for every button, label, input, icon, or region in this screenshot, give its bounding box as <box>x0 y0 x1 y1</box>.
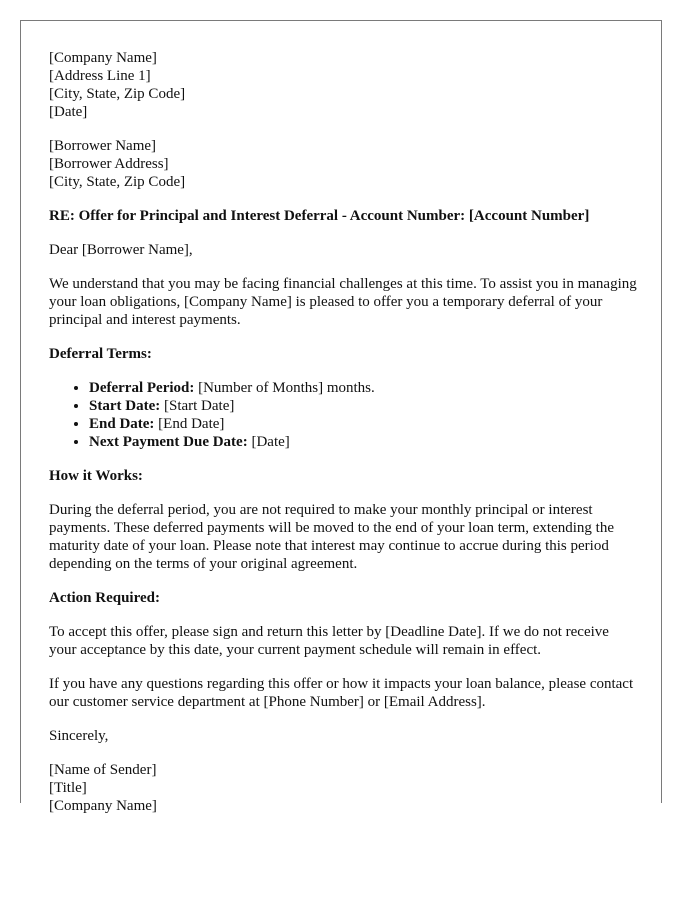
term-label: End Date: <box>89 416 155 432</box>
recipient-address-block <box>49 137 639 191</box>
action-required-paragraph: To accept this offer, please sign and return this letter by [Deadline Date]. If we do not receive your acceptance by this date, your current payment schedule will remain in effect. <box>49 624 609 658</box>
closing: Sincerely, <box>49 728 109 744</box>
sender-address: [Address Line 1] <box>49 68 151 84</box>
how-it-works-heading: How it Works: <box>49 468 143 484</box>
term-label: Deferral Period: <box>89 380 195 396</box>
term-value: [Date] <box>247 434 290 450</box>
signature-name: [Name of Sender] <box>49 762 157 778</box>
subject-line: RE: Offer for Principal and Interest Deferral - Account Number: [Account Number] <box>49 208 590 224</box>
how-it-works-paragraph: During the deferral period, you are not required to make your monthly principal or interest payments. These deferred payments will be moved to the end of your loan term, extending the maturity date of your loan. Please note that interest may continue to accrue during this period depending on the terms of your original agreement. <box>49 502 614 572</box>
letter-date: [Date] <box>49 104 88 120</box>
term-value: [Start Date] <box>160 398 235 414</box>
recipient-city-state-zip: [City, State, Zip Code] <box>49 174 186 190</box>
signature-company: [Company Name] <box>49 798 157 814</box>
term-label: Start Date: <box>89 398 161 414</box>
intro-paragraph: We understand that you may be facing financial challenges at this time. To assist you in managing your loan obligations, [Company Name] is pleased to offer you a temporary deferral of your principal and interest payments. <box>49 276 637 328</box>
deferral-terms-list <box>49 379 639 451</box>
list-item <box>89 379 639 397</box>
list-item <box>89 397 639 415</box>
term-value: [End Date] <box>154 416 225 432</box>
letter-page <box>20 20 662 814</box>
list-item <box>89 433 639 451</box>
questions-paragraph: If you have any questions regarding this offer or how it impacts your loan balance, please contact our customer service department at [Phone Number] or [Email Address]. <box>49 676 634 710</box>
recipient-address: [Borrower Address] <box>49 156 169 172</box>
signature-block <box>49 761 639 815</box>
list-item <box>89 415 639 433</box>
signature-title: [Title] <box>49 780 87 796</box>
term-value: [Number of Months] months. <box>194 380 375 396</box>
recipient-name: [Borrower Name] <box>49 138 157 154</box>
sender-address-block <box>49 49 639 121</box>
salutation: Dear [Borrower Name], <box>49 242 193 258</box>
sender-company: [Company Name] <box>49 50 157 66</box>
sender-city-state-zip: [City, State, Zip Code] <box>49 86 186 102</box>
action-required-heading: Action Required: <box>49 590 160 606</box>
deferral-terms-heading: Deferral Terms: <box>49 346 152 362</box>
term-label: Next Payment Due Date: <box>89 434 248 450</box>
letter-content <box>49 49 639 831</box>
